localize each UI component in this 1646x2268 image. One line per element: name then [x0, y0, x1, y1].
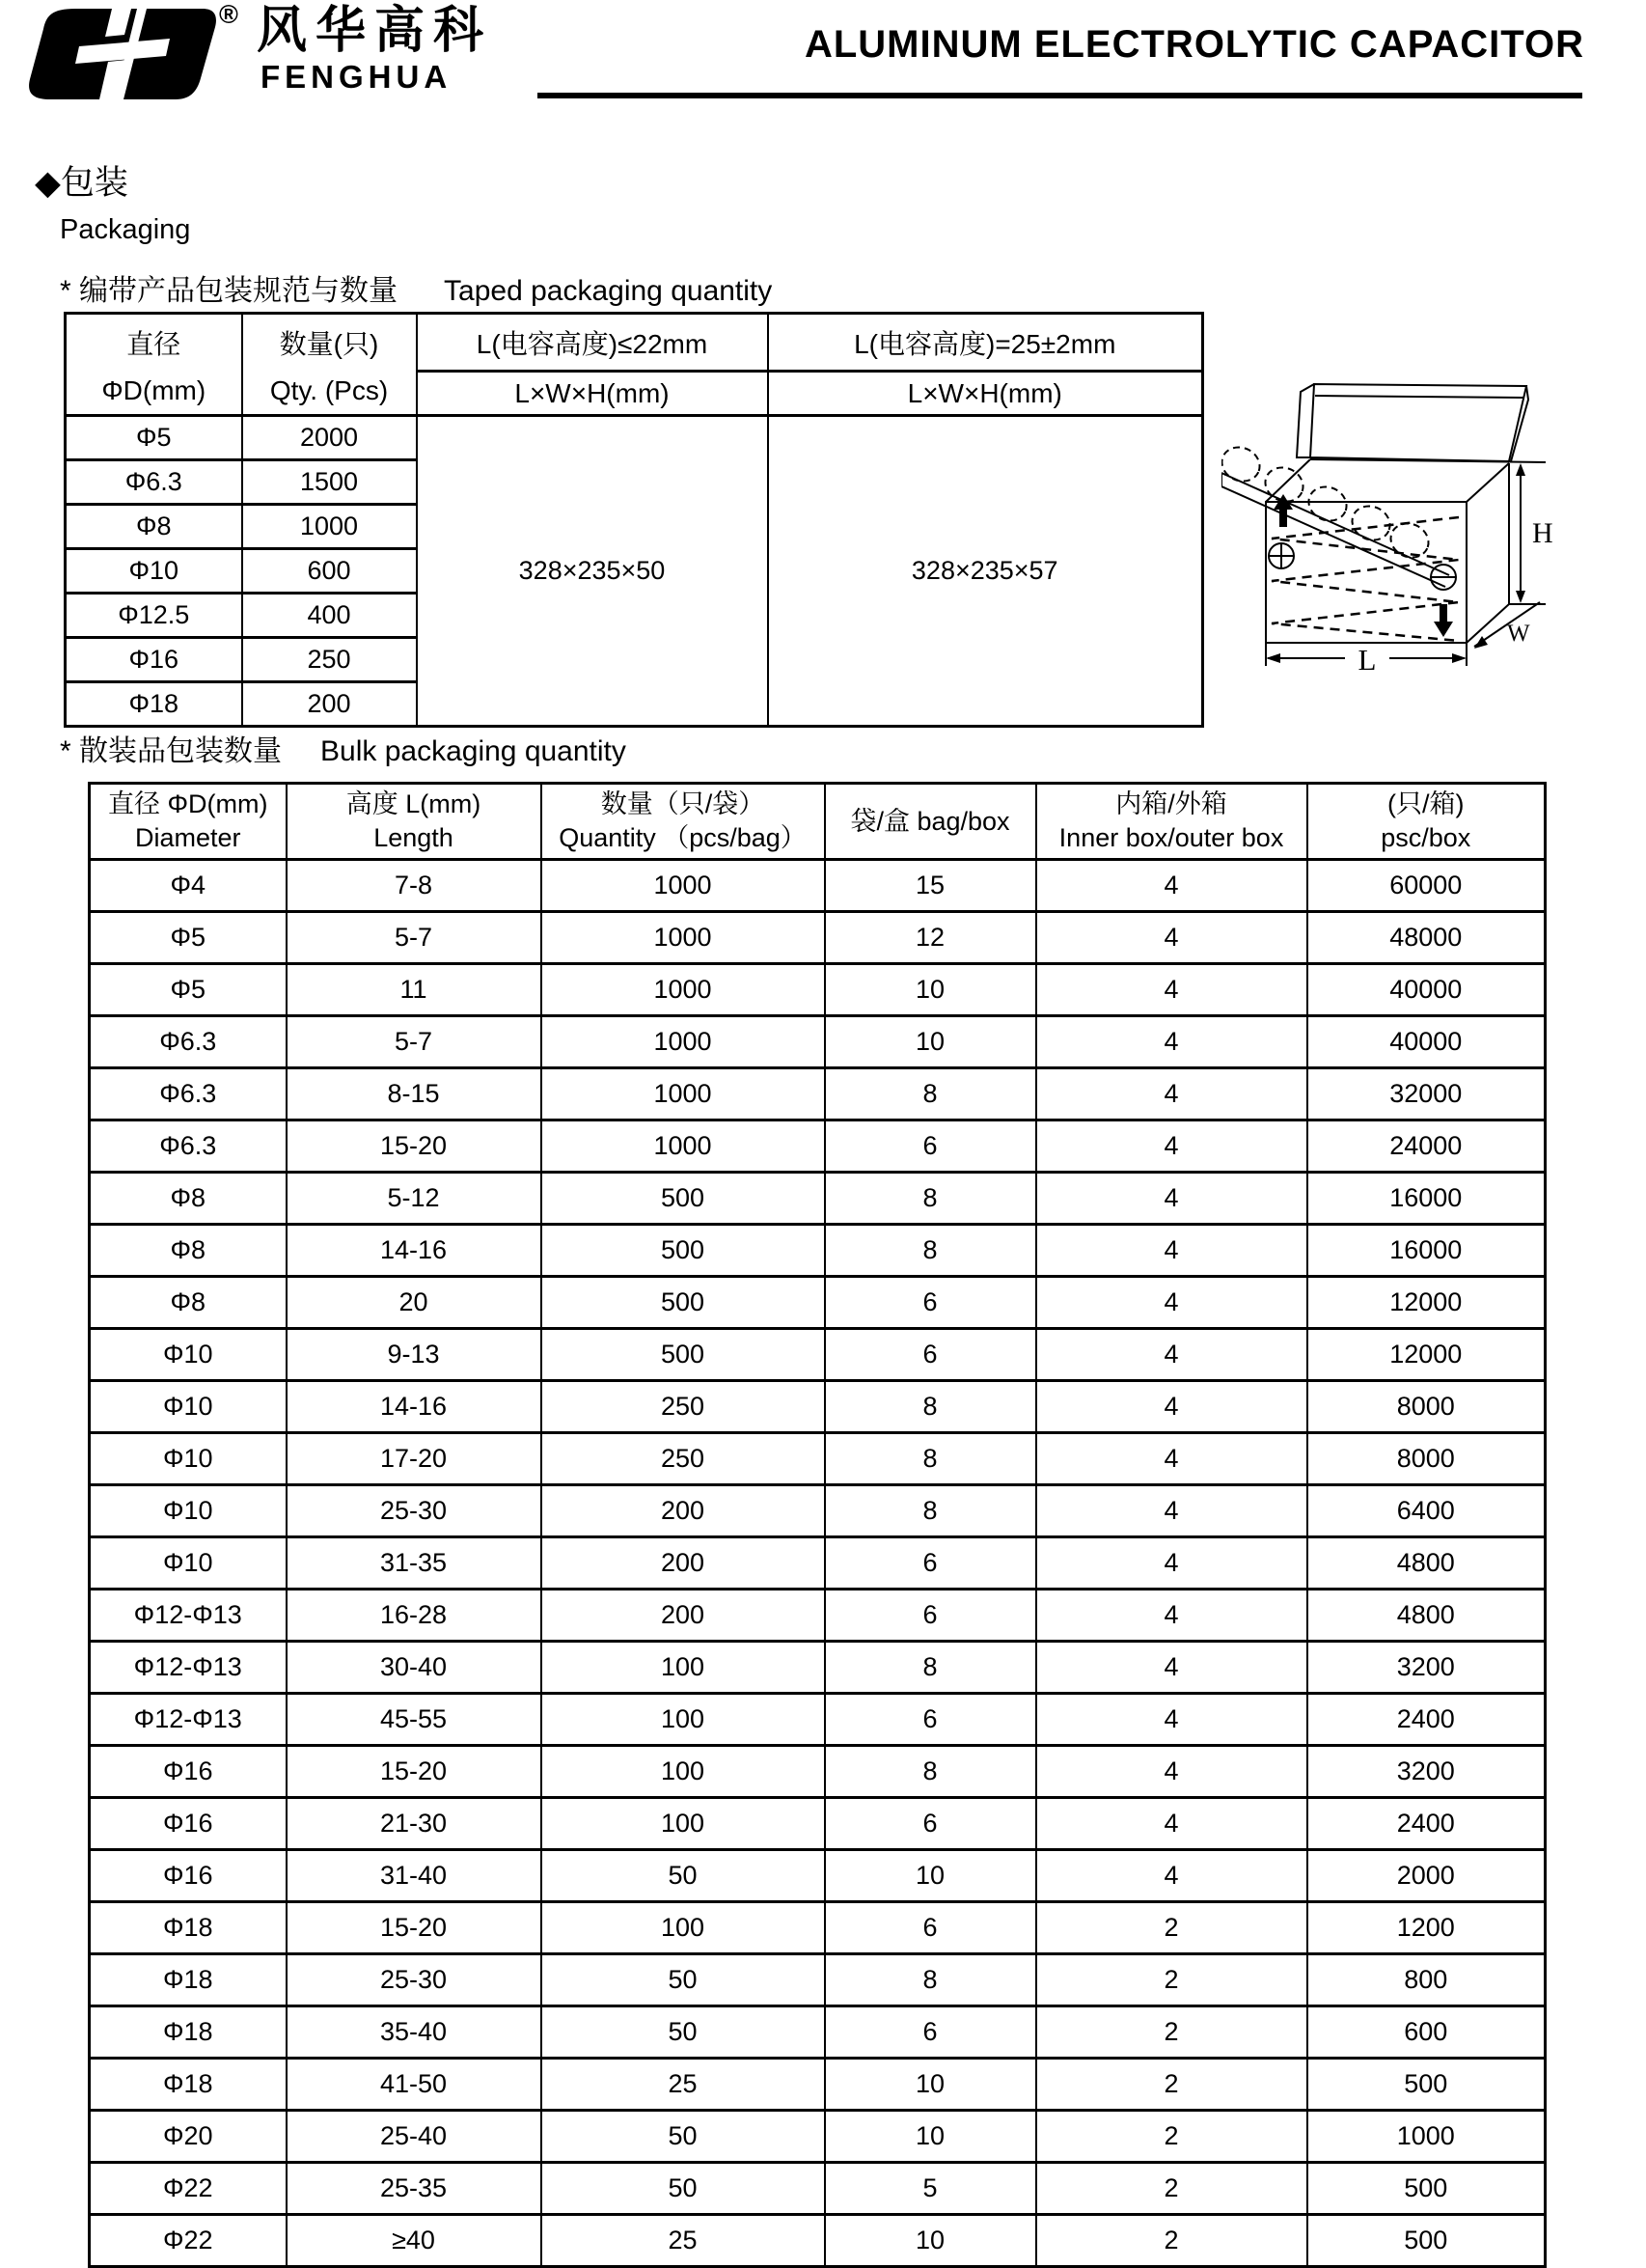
cell-qty-per-bag: 50: [541, 2111, 825, 2163]
header-lwh-le22: L×W×H(mm): [417, 372, 768, 416]
cell-pcs-per-box: 24000: [1307, 1120, 1546, 1173]
header-qty-per-bag: [541, 784, 825, 860]
header-length: [287, 784, 541, 860]
cell-bag-per-box: 8: [825, 1068, 1036, 1120]
cell-inner-outer-box: 4: [1036, 1225, 1307, 1277]
cell-inner-outer-box: 4: [1036, 1381, 1307, 1433]
cell-qty-per-bag: 50: [541, 2006, 825, 2059]
table-row: [90, 964, 1546, 1016]
cell-inner-outer-box: 4: [1036, 1850, 1307, 1902]
table-row: [90, 1225, 1546, 1277]
bulk-subtitle-cn: * 散装品包装数量: [60, 735, 283, 767]
table-row: [90, 1329, 1546, 1381]
registered-trademark-icon: ®: [219, 0, 238, 29]
cell-qty-per-bag: 100: [541, 1746, 825, 1798]
cell-qty: 2000: [242, 416, 417, 460]
cell-qty-per-bag: 100: [541, 1642, 825, 1694]
cell-pcs-per-box: 800: [1307, 1954, 1546, 2006]
cell-length: 15-20: [287, 1120, 541, 1173]
cell-length: 20: [287, 1277, 541, 1329]
cell-inner-outer-box: 2: [1036, 2059, 1307, 2111]
page-title: ALUMINUM ELECTROLYTIC CAPACITOR: [804, 23, 1584, 66]
cell-inner-outer-box: 4: [1036, 1173, 1307, 1225]
cell-qty-per-bag: 100: [541, 1798, 825, 1850]
cell-qty-per-bag: 200: [541, 1537, 825, 1590]
cell-diameter: Φ8: [66, 505, 242, 549]
cell-bag-per-box: 6: [825, 1120, 1036, 1173]
table-row: [90, 1694, 1546, 1746]
cell-bag-per-box: 12: [825, 912, 1036, 964]
cell-qty-per-bag: 1000: [541, 912, 825, 964]
table-row: [90, 2111, 1546, 2163]
cell-diameter: Φ22: [90, 2163, 287, 2215]
header-diameter-cn: 直径 ΦD(mm): [107, 789, 268, 818]
cell-inner-outer-box: 4: [1036, 964, 1307, 1016]
cell-length: 11: [287, 964, 541, 1016]
cell-qty-per-bag: 200: [541, 1485, 825, 1537]
cell-length: 21-30: [287, 1798, 541, 1850]
section-heading-packaging-cn: ◆包装: [35, 164, 128, 202]
cell-bag-per-box: 6: [825, 2006, 1036, 2059]
bulk-subtitle-en: Bulk packaging quantity: [320, 735, 626, 767]
cell-bag-per-box: 8: [825, 1485, 1036, 1537]
header-diameter-en: Diameter: [134, 823, 241, 852]
header-divider: [537, 93, 1582, 98]
cell-length: 25-30: [287, 1485, 541, 1537]
cell-bag-per-box: 6: [825, 1537, 1036, 1590]
table-row: [90, 1277, 1546, 1329]
cell-qty-per-bag: 50: [541, 1954, 825, 2006]
header-bag-per-box-label: 袋/盒 bag/box: [850, 806, 1010, 836]
table-row: [90, 1590, 1546, 1642]
cell-length: ≥40: [287, 2215, 541, 2267]
cell-pcs-per-box: 48000: [1307, 912, 1546, 964]
table-row: [90, 1016, 1546, 1068]
cell-diameter: Φ12-Φ13: [90, 1694, 287, 1746]
table-row: [90, 2215, 1546, 2267]
cell-diameter: Φ16: [90, 1798, 287, 1850]
cell-pcs-per-box: 60000: [1307, 860, 1546, 912]
cell-diameter: Φ22: [90, 2215, 287, 2267]
cell-qty-per-bag: 1000: [541, 1068, 825, 1120]
header-inner-outer-box-cn: 内箱/外箱: [1115, 789, 1227, 818]
cell-pcs-per-box: 500: [1307, 2163, 1546, 2215]
cell-bag-per-box: 6: [825, 1902, 1036, 1954]
cell-diameter: Φ20: [90, 2111, 287, 2163]
cell-length: 5-7: [287, 912, 541, 964]
cell-qty: 1500: [242, 460, 417, 505]
cell-pcs-per-box: 2000: [1307, 1850, 1546, 1902]
cell-diameter: Φ8: [90, 1173, 287, 1225]
cell-length: 5-7: [287, 1016, 541, 1068]
cell-inner-outer-box: 4: [1036, 1590, 1307, 1642]
cell-inner-outer-box: 2: [1036, 2163, 1307, 2215]
table-row: [90, 860, 1546, 912]
header-diameter-en: ΦD(mm): [101, 374, 206, 405]
table-row: [90, 1642, 1546, 1694]
cell-qty-per-bag: 50: [541, 2163, 825, 2215]
cell-bag-per-box: 8: [825, 1642, 1036, 1694]
cell-qty-per-bag: 1000: [541, 1016, 825, 1068]
header-pcs-per-box-en: psc/box: [1381, 823, 1471, 852]
cell-pcs-per-box: 2400: [1307, 1694, 1546, 1746]
cell-length: 15-20: [287, 1746, 541, 1798]
cell-qty-per-bag: 25: [541, 2215, 825, 2267]
cell-pcs-per-box: 500: [1307, 2059, 1546, 2111]
cell-length: 9-13: [287, 1329, 541, 1381]
cell-qty-per-bag: 500: [541, 1329, 825, 1381]
taped-packaging-subtitle: [60, 266, 772, 309]
cell-diameter: Φ4: [90, 860, 287, 912]
cell-qty: 200: [242, 682, 417, 727]
cell-inner-outer-box: 4: [1036, 1068, 1307, 1120]
header-qty-per-bag-cn: 数量（只/袋）: [600, 789, 765, 818]
cell-inner-outer-box: 4: [1036, 860, 1307, 912]
cell-diameter: Φ18: [90, 1954, 287, 2006]
cell-qty-per-bag: 200: [541, 1590, 825, 1642]
cell-qty-per-bag: 25: [541, 2059, 825, 2111]
cell-qty-per-bag: 1000: [541, 964, 825, 1016]
cell-diameter: Φ16: [66, 638, 242, 682]
table-row: [90, 1485, 1546, 1537]
header-qty-per-bag-en: Quantity （pcs/bag）: [559, 823, 807, 852]
cell-inner-outer-box: 4: [1036, 1433, 1307, 1485]
cell-bag-per-box: 10: [825, 1016, 1036, 1068]
cell-pcs-per-box: 4800: [1307, 1537, 1546, 1590]
bulk-table-body: [90, 860, 1546, 2267]
dim-label-h: H: [1532, 517, 1553, 549]
cell-box-size-le22: 328×235×50: [417, 416, 768, 727]
cell-diameter: Φ12-Φ13: [90, 1642, 287, 1694]
cell-pcs-per-box: 600: [1307, 2006, 1546, 2059]
cell-inner-outer-box: 4: [1036, 1537, 1307, 1590]
cell-bag-per-box: 10: [825, 2215, 1036, 2267]
cell-pcs-per-box: 2400: [1307, 1798, 1546, 1850]
tape-direction-down-arrow: [1434, 604, 1453, 637]
cell-pcs-per-box: 16000: [1307, 1173, 1546, 1225]
cell-length: 25-30: [287, 1954, 541, 2006]
cell-diameter: Φ6.3: [66, 460, 242, 505]
cell-diameter: Φ10: [90, 1433, 287, 1485]
cell-bag-per-box: 8: [825, 1954, 1036, 2006]
cell-length: 16-28: [287, 1590, 541, 1642]
cell-bag-per-box: 6: [825, 1590, 1036, 1642]
cell-qty-per-bag: 1000: [541, 860, 825, 912]
cell-diameter: Φ12-Φ13: [90, 1590, 287, 1642]
cell-inner-outer-box: 4: [1036, 912, 1307, 964]
cell-pcs-per-box: 6400: [1307, 1485, 1546, 1537]
dim-label-w: W: [1507, 621, 1530, 647]
cell-length: 15-20: [287, 1902, 541, 1954]
taped-subtitle-en: Taped packaging quantity: [444, 275, 773, 307]
table-row: [90, 2059, 1546, 2111]
cell-qty-per-bag: 500: [541, 1225, 825, 1277]
logo-text-english: FENGHUA: [261, 59, 453, 95]
cell-diameter: Φ16: [90, 1850, 287, 1902]
cell-inner-outer-box: 2: [1036, 1954, 1307, 2006]
cell-diameter: Φ5: [66, 416, 242, 460]
cell-qty-per-bag: 500: [541, 1173, 825, 1225]
header-diameter-cn: 直径: [126, 328, 181, 359]
cell-bag-per-box: 6: [825, 1329, 1036, 1381]
header-diameter: [90, 784, 287, 860]
header-diameter: [66, 314, 242, 416]
cell-pcs-per-box: 8000: [1307, 1381, 1546, 1433]
cell-pcs-per-box: 32000: [1307, 1068, 1546, 1120]
table-row: [90, 1798, 1546, 1850]
table-row: [90, 1381, 1546, 1433]
cell-length: 31-40: [287, 1850, 541, 1902]
cell-diameter: Φ5: [90, 912, 287, 964]
header-length-cn: 高度 L(mm): [345, 789, 481, 818]
cell-inner-outer-box: 4: [1036, 1694, 1307, 1746]
header-pcs-per-box: [1307, 784, 1546, 860]
bulk-packaging-table: [88, 782, 1547, 2268]
cell-inner-outer-box: 4: [1036, 1277, 1307, 1329]
cell-length: 35-40: [287, 2006, 541, 2059]
cell-qty: 1000: [242, 505, 417, 549]
cell-diameter: Φ10: [90, 1381, 287, 1433]
cell-inner-outer-box: 4: [1036, 1329, 1307, 1381]
cell-inner-outer-box: 4: [1036, 1485, 1307, 1537]
cell-pcs-per-box: 12000: [1307, 1329, 1546, 1381]
header-inner-outer-box: [1036, 784, 1307, 860]
table-row: [90, 2163, 1546, 2215]
taped-subtitle-cn: * 编带产品包装规范与数量: [60, 275, 398, 307]
cell-inner-outer-box: 2: [1036, 2215, 1307, 2267]
cell-diameter: Φ5: [90, 964, 287, 1016]
cell-diameter: Φ16: [90, 1746, 287, 1798]
cell-length: 8-15: [287, 1068, 541, 1120]
cell-qty: 400: [242, 594, 417, 638]
cell-qty: 600: [242, 549, 417, 594]
cell-qty-per-bag: 500: [541, 1277, 825, 1329]
cell-bag-per-box: 8: [825, 1381, 1036, 1433]
cell-length: 31-35: [287, 1537, 541, 1590]
cell-bag-per-box: 6: [825, 1277, 1036, 1329]
cell-length: 14-16: [287, 1225, 541, 1277]
header-inner-outer-box-en: Inner box/outer box: [1058, 823, 1284, 852]
cell-bag-per-box: 6: [825, 1694, 1036, 1746]
bulk-packaging-subtitle: [60, 727, 626, 769]
cell-bag-per-box: 6: [825, 1798, 1036, 1850]
header-length-en: Length: [373, 823, 453, 852]
table-row: [90, 1120, 1546, 1173]
cell-inner-outer-box: 4: [1036, 1642, 1307, 1694]
cell-pcs-per-box: 1200: [1307, 1902, 1546, 1954]
table-row: [90, 1537, 1546, 1590]
cell-pcs-per-box: 8000: [1307, 1433, 1546, 1485]
cell-bag-per-box: 8: [825, 1173, 1036, 1225]
section-heading-packaging-en: Packaging: [60, 214, 191, 245]
table-row: [90, 1173, 1546, 1225]
cell-length: 25-40: [287, 2111, 541, 2163]
table-row: [90, 1954, 1546, 2006]
cell-length: 25-35: [287, 2163, 541, 2215]
header-bag-per-box: [825, 784, 1036, 860]
cell-bag-per-box: 10: [825, 2059, 1036, 2111]
cell-inner-outer-box: 4: [1036, 1120, 1307, 1173]
cell-length: 7-8: [287, 860, 541, 912]
cell-length: 30-40: [287, 1642, 541, 1694]
table-row: [90, 1068, 1546, 1120]
cell-box-size-25: 328×235×57: [768, 416, 1203, 727]
cell-diameter: Φ6.3: [90, 1016, 287, 1068]
header-qty-cn: 数量(只): [279, 328, 379, 359]
packing-box-diagram: [1221, 318, 1646, 724]
table-row: [90, 1902, 1546, 1954]
cell-inner-outer-box: 4: [1036, 1798, 1307, 1850]
cell-length: 45-55: [287, 1694, 541, 1746]
table-row: [90, 912, 1546, 964]
table-row: [90, 2006, 1546, 2059]
cell-pcs-per-box: 40000: [1307, 1016, 1546, 1068]
cell-diameter: Φ18: [90, 1902, 287, 1954]
cell-diameter: Φ6.3: [90, 1068, 287, 1120]
cell-diameter: Φ10: [90, 1537, 287, 1590]
cell-pcs-per-box: 4800: [1307, 1590, 1546, 1642]
cell-length: 41-50: [287, 2059, 541, 2111]
cell-bag-per-box: 10: [825, 1850, 1036, 1902]
cell-diameter: Φ18: [66, 682, 242, 727]
header-qty: [242, 314, 417, 416]
cell-inner-outer-box: 2: [1036, 2111, 1307, 2163]
table-row: [90, 1746, 1546, 1798]
cell-pcs-per-box: 16000: [1307, 1225, 1546, 1277]
header-qty-en: Qty. (Pcs): [269, 374, 389, 405]
cell-qty-per-bag: 250: [541, 1381, 825, 1433]
cell-diameter: Φ10: [66, 549, 242, 594]
cell-length: 14-16: [287, 1381, 541, 1433]
cell-qty-per-bag: 100: [541, 1694, 825, 1746]
cell-pcs-per-box: 3200: [1307, 1746, 1546, 1798]
cell-bag-per-box: 8: [825, 1225, 1036, 1277]
cell-inner-outer-box: 4: [1036, 1746, 1307, 1798]
cell-diameter: Φ8: [90, 1225, 287, 1277]
cell-inner-outer-box: 4: [1036, 1016, 1307, 1068]
cell-qty-per-bag: 100: [541, 1902, 825, 1954]
cell-qty-per-bag: 50: [541, 1850, 825, 1902]
plus-polarity-icon: [1269, 543, 1294, 568]
cell-inner-outer-box: 2: [1036, 1902, 1307, 1954]
header-pcs-per-box-cn: (只/箱): [1387, 789, 1465, 818]
cell-bag-per-box: 10: [825, 964, 1036, 1016]
cell-diameter: Φ12.5: [66, 594, 242, 638]
cell-pcs-per-box: 1000: [1307, 2111, 1546, 2163]
cell-qty: 250: [242, 638, 417, 682]
cell-pcs-per-box: 500: [1307, 2215, 1546, 2267]
cell-length: 5-12: [287, 1173, 541, 1225]
taped-packaging-table: [64, 312, 1204, 728]
cell-diameter: Φ18: [90, 2059, 287, 2111]
cell-bag-per-box: 5: [825, 2163, 1036, 2215]
header-height-le22: L(电容高度)≤22mm: [417, 314, 768, 372]
cell-bag-per-box: 10: [825, 2111, 1036, 2163]
table-row: [90, 1433, 1546, 1485]
cell-diameter: Φ10: [90, 1485, 287, 1537]
header-height-25: L(电容高度)=25±2mm: [768, 314, 1203, 372]
cell-diameter: Φ10: [90, 1329, 287, 1381]
cell-bag-per-box: 15: [825, 860, 1036, 912]
logo-text-chinese: 风华高科: [257, 3, 493, 59]
dim-label-l: L: [1358, 643, 1377, 677]
header-lwh-25: L×W×H(mm): [768, 372, 1203, 416]
cell-pcs-per-box: 12000: [1307, 1277, 1546, 1329]
cell-length: 17-20: [287, 1433, 541, 1485]
cell-diameter: Φ18: [90, 2006, 287, 2059]
bulk-table-header-row: [90, 784, 1546, 860]
table-row: [90, 1850, 1546, 1902]
cell-pcs-per-box: 40000: [1307, 964, 1546, 1016]
cell-bag-per-box: 8: [825, 1746, 1036, 1798]
cell-pcs-per-box: 3200: [1307, 1642, 1546, 1694]
cell-diameter: Φ8: [90, 1277, 287, 1329]
fenghua-logo-mark: [23, 6, 216, 102]
cell-qty-per-bag: 1000: [541, 1120, 825, 1173]
cell-qty-per-bag: 250: [541, 1433, 825, 1485]
cell-inner-outer-box: 2: [1036, 2006, 1307, 2059]
cell-bag-per-box: 8: [825, 1433, 1036, 1485]
cell-diameter: Φ6.3: [90, 1120, 287, 1173]
